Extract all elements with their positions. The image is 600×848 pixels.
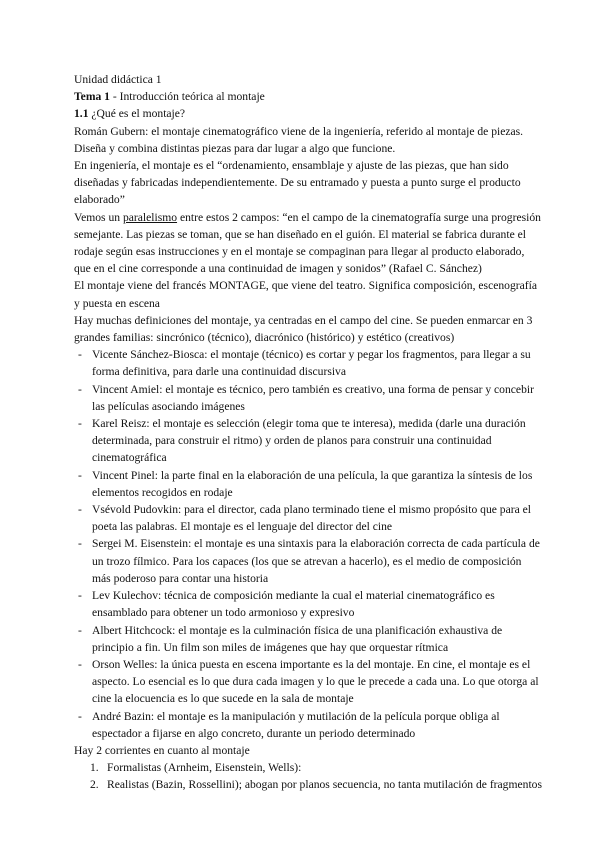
section-number: 1.1 [74, 107, 89, 121]
tema-label: Tema 1 [74, 90, 110, 104]
bullet-dash: - [78, 468, 82, 482]
paragraph-corrientes: Hay 2 corrientes en cuanto al montaje [74, 743, 250, 757]
tema-heading [74, 88, 542, 105]
definitions-list [74, 346, 542, 742]
paralelismo-post: entre estos 2 campos: “en el campo de la cinematografía surge una progresión semejante. Las piezas se toman, que se han diseñado en el guión. El material se fabrica durante el rodaje según esas instrucciones y en el montaje se compaginan para llegar al producto elaborado, que en el cine corresponde a una continuidad de imagen y sonidos” (Rafael C. Sánchez) [74, 210, 541, 276]
section-title: ¿Qué es el montaje? [88, 107, 186, 121]
list-item [74, 381, 542, 415]
bullet-dash: - [78, 537, 82, 551]
list-item-text: Karel Reisz: el montaje es selección (elegir toma que te interesa), medida (darle una duración determinada, para construir el ritmo) y orden de planos para construir una continuidad cinematográfica [92, 417, 526, 465]
numbered-item-text: Realistas (Bazin, Rossellini); abogan por planos secuencia, no tanta mutilación de fragmentos [107, 778, 542, 792]
paralelismo-pre: Vemos un [74, 210, 123, 224]
document-body [74, 71, 542, 794]
list-item-text: Albert Hitchcock: el montaje es la culminación física de una planificación exhaustiva de principio a fin. Un film son miles de imágenes que hay que orquestar rítmica [92, 623, 503, 654]
tema-title: - Introducción teórica al montaje [109, 90, 265, 104]
list-item-text: Vicente Sánchez-Biosca: el montaje (técnico) es cortar y pegar los fragmentos, para llegar a su forma definitiva, para darle una continuidad discursiva [92, 348, 531, 379]
paragraph-montage: El montaje viene del francés MONTAGE, que viene del teatro. Significa composición, escenografía y puesta en escena [74, 279, 537, 310]
paralelismo-word: paralelismo [122, 210, 178, 224]
list-item [74, 587, 542, 621]
paragraph-ingenieria: En ingeniería, el montaje es el “ordenamiento, ensamblaje y ajuste de las piezas, que han sido diseñadas y fabricadas independientemente. De su entramado y puesta a punto surge el producto elaborado” [74, 159, 521, 207]
list-item [74, 708, 542, 742]
bullet-dash: - [78, 417, 82, 431]
numbered-item [74, 759, 542, 776]
bullet-dash: - [78, 348, 82, 362]
bullet-dash: - [78, 589, 82, 603]
section-heading [74, 105, 542, 122]
bullet-dash: - [78, 382, 82, 396]
list-item-text: Vsévold Pudovkin: para el director, cada plano terminado tiene el mismo propósito que para el poeta las palabras. El montaje es el lenguaje del director del cine [92, 503, 532, 534]
bullet-dash: - [78, 623, 82, 637]
paragraph-definiciones: Hay muchas definiciones del montaje, ya centradas en el campo del cine. Se pueden enmarcar en 3 grandes familias: sincrónico (técnico), diacrónico (histórico) y estético (creativos) [74, 313, 533, 345]
list-item-text: Vincent Amiel: el montaje es técnico, pero también es creativo, una forma de pensar y concebir las películas asociando imágenes [92, 382, 534, 413]
bullet-dash: - [78, 709, 82, 723]
list-item [74, 501, 542, 535]
item-number: 2. [90, 778, 99, 792]
item-number: 1. [90, 761, 99, 775]
paragraph-paralelismo [74, 209, 542, 278]
corrientes-list [74, 759, 542, 793]
list-item-text: Sergei M. Eisenstein: el montaje es una sintaxis para la elaboración correcta de cada partícula de un trozo fílmico. Para los capaces (los que se atrevan a hacerlo), es el medio de composición más poderoso para contar una historia [92, 537, 540, 585]
list-item [74, 346, 542, 380]
list-item [74, 467, 542, 501]
list-item-text: André Bazin: el montaje es la manipulación y mutilación de la película porque obliga al espectador a fijarse en algo concreto, durante un periodo determinado [92, 709, 500, 740]
list-item-text: Orson Welles: la única puesta en escena importante es la del montaje. En cine, el montaje es el aspecto. Lo esencial es lo que dura cada imagen y lo que le precede a cada una. Lo que otorga al cine la elocuencia es lo que sucede en la sala de montaje [92, 657, 539, 706]
list-item [74, 535, 542, 587]
unit-title: Unidad didáctica 1 [74, 73, 162, 86]
list-item [74, 622, 542, 656]
list-item [74, 415, 542, 467]
numbered-item-text: Formalistas (Arnheim, Eisenstein, Wells): [107, 761, 302, 775]
list-item-text: Lev Kulechov: técnica de composición mediante la cual el material cinematográfico es ensamblado para obtener un todo armonioso y expresivo [92, 589, 495, 620]
numbered-item [74, 776, 542, 793]
bullet-dash: - [78, 657, 82, 671]
paragraph-gubern: Román Gubern: el montaje cinematográfico viene de la ingeniería, referido al montaje de piezas. Diseña y combina distintas piezas para dar lugar a algo que funcione. [74, 124, 524, 155]
list-item [74, 656, 542, 708]
bullet-dash: - [78, 503, 82, 517]
list-item-text: Vincent Pinel: la parte final en la elaboración de una película, la que garantiza la síntesis de los elementos recogidos en rodaje [92, 468, 533, 499]
